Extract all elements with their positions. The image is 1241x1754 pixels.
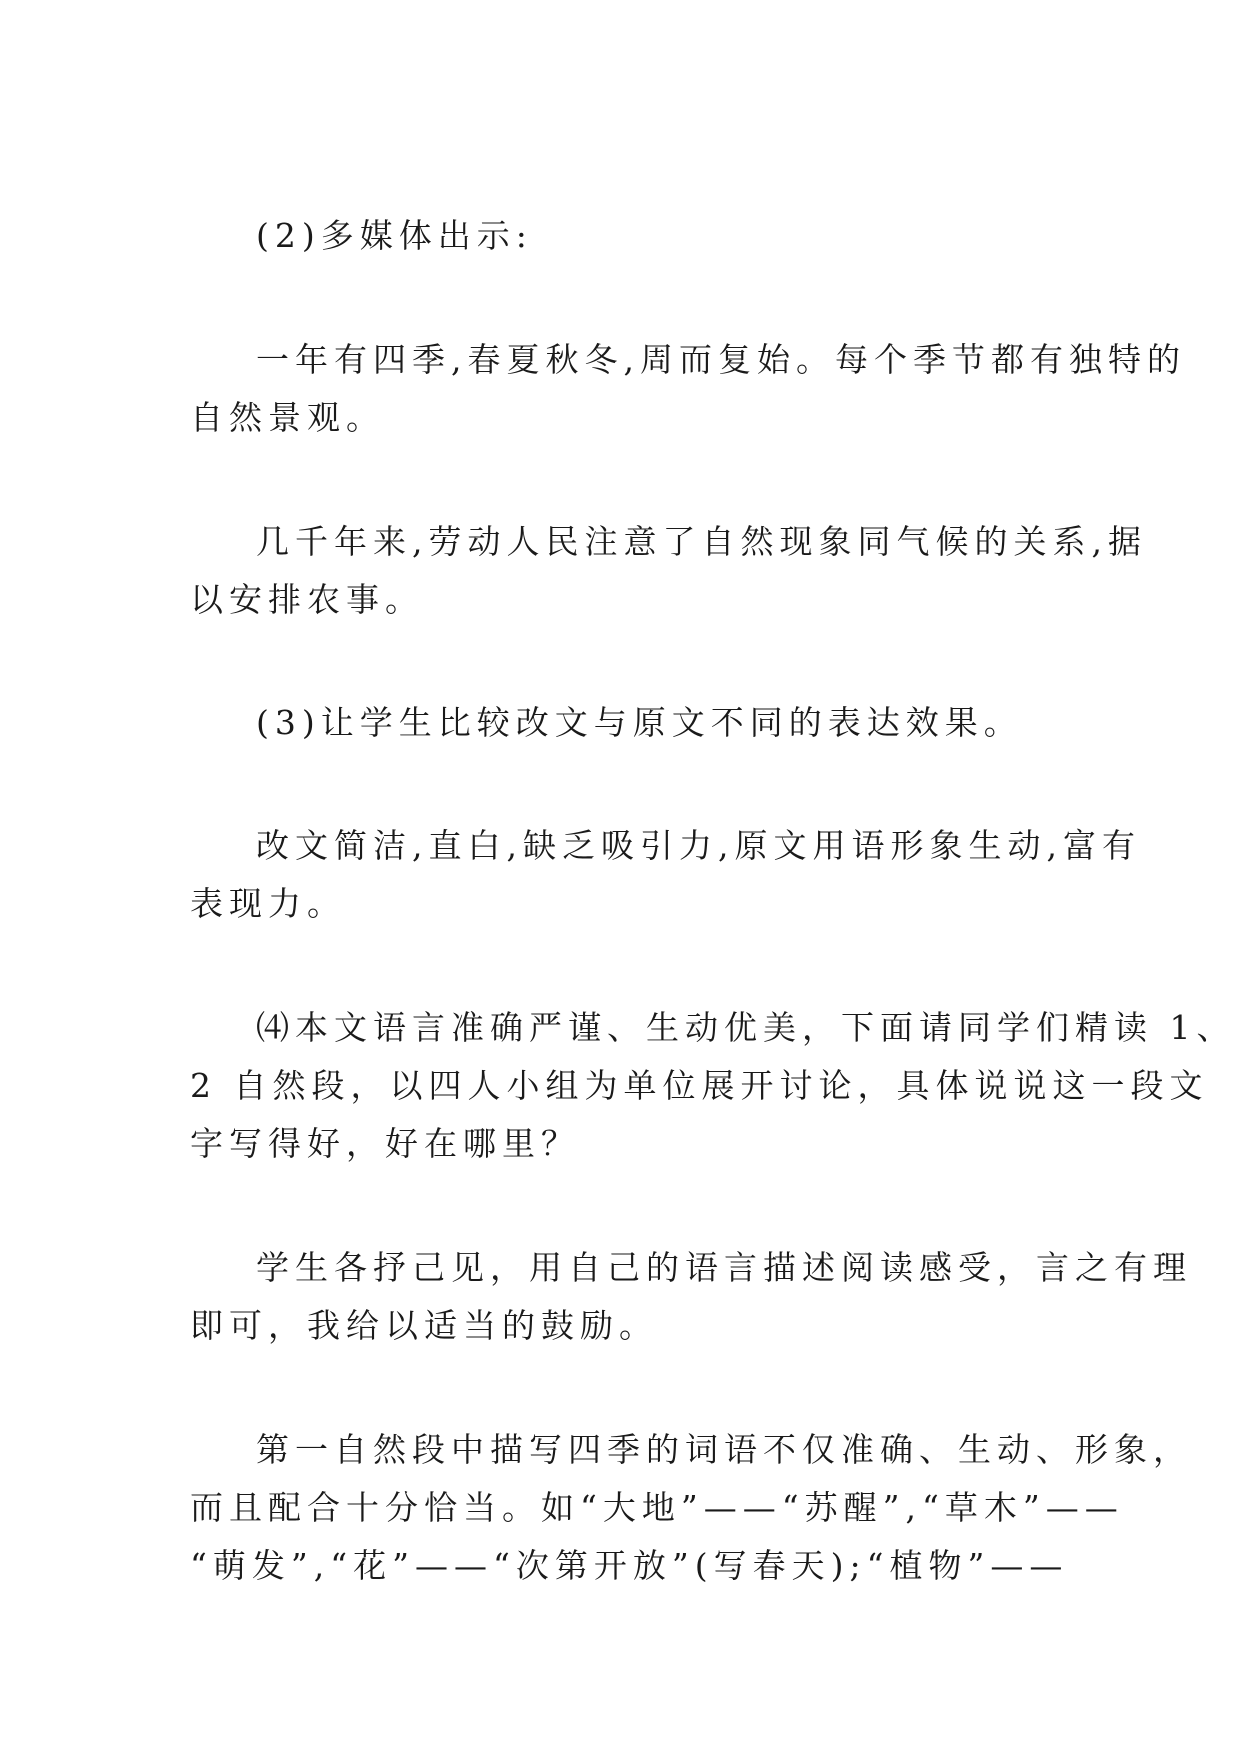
paragraph-line: 改文简洁,直白,缺乏吸引力,原文用语形象生动,富有	[256, 826, 1141, 865]
paragraph-line: 几千年来,劳动人民注意了自然现象同气候的关系,据	[256, 522, 1147, 561]
paragraph-line: 表现力。	[190, 884, 346, 923]
paragraph-line: 学生各抒己见，用自己的语言描述阅读感受，言之有理	[256, 1248, 1192, 1287]
paragraph-line: 即可，我给以适当的鼓励。	[190, 1306, 658, 1345]
paragraph-line: (3)让学生比较改文与原文不同的表达效果。	[256, 703, 1023, 742]
paragraph-line: (2)多媒体出示:	[256, 216, 533, 255]
paragraph-line: 以安排农事。	[190, 580, 424, 619]
paragraph-line: 2 自然段，以四人小组为单位展开讨论，具体说说这一段文	[190, 1066, 1209, 1105]
paragraph-line: ⑷本文语言准确严谨、生动优美，下面请同学们精读 1、	[256, 1008, 1236, 1047]
paragraph-line: 而且配合十分恰当。如“大地”——“苏醒”,“草木”——	[190, 1488, 1124, 1527]
paragraph-line: 第一自然段中描写四季的词语不仅准确、生动、形象，	[256, 1430, 1192, 1469]
paragraph-line: 一年有四季,春夏秋冬,周而复始。每个季节都有独特的	[256, 340, 1186, 379]
paragraph-line: 自然景观。	[190, 398, 385, 437]
paragraph-line: 字写得好，好在哪里？	[190, 1124, 580, 1163]
paragraph-line: “萌发”,“花”——“次第开放”(写春天);“植物”——	[190, 1546, 1069, 1585]
